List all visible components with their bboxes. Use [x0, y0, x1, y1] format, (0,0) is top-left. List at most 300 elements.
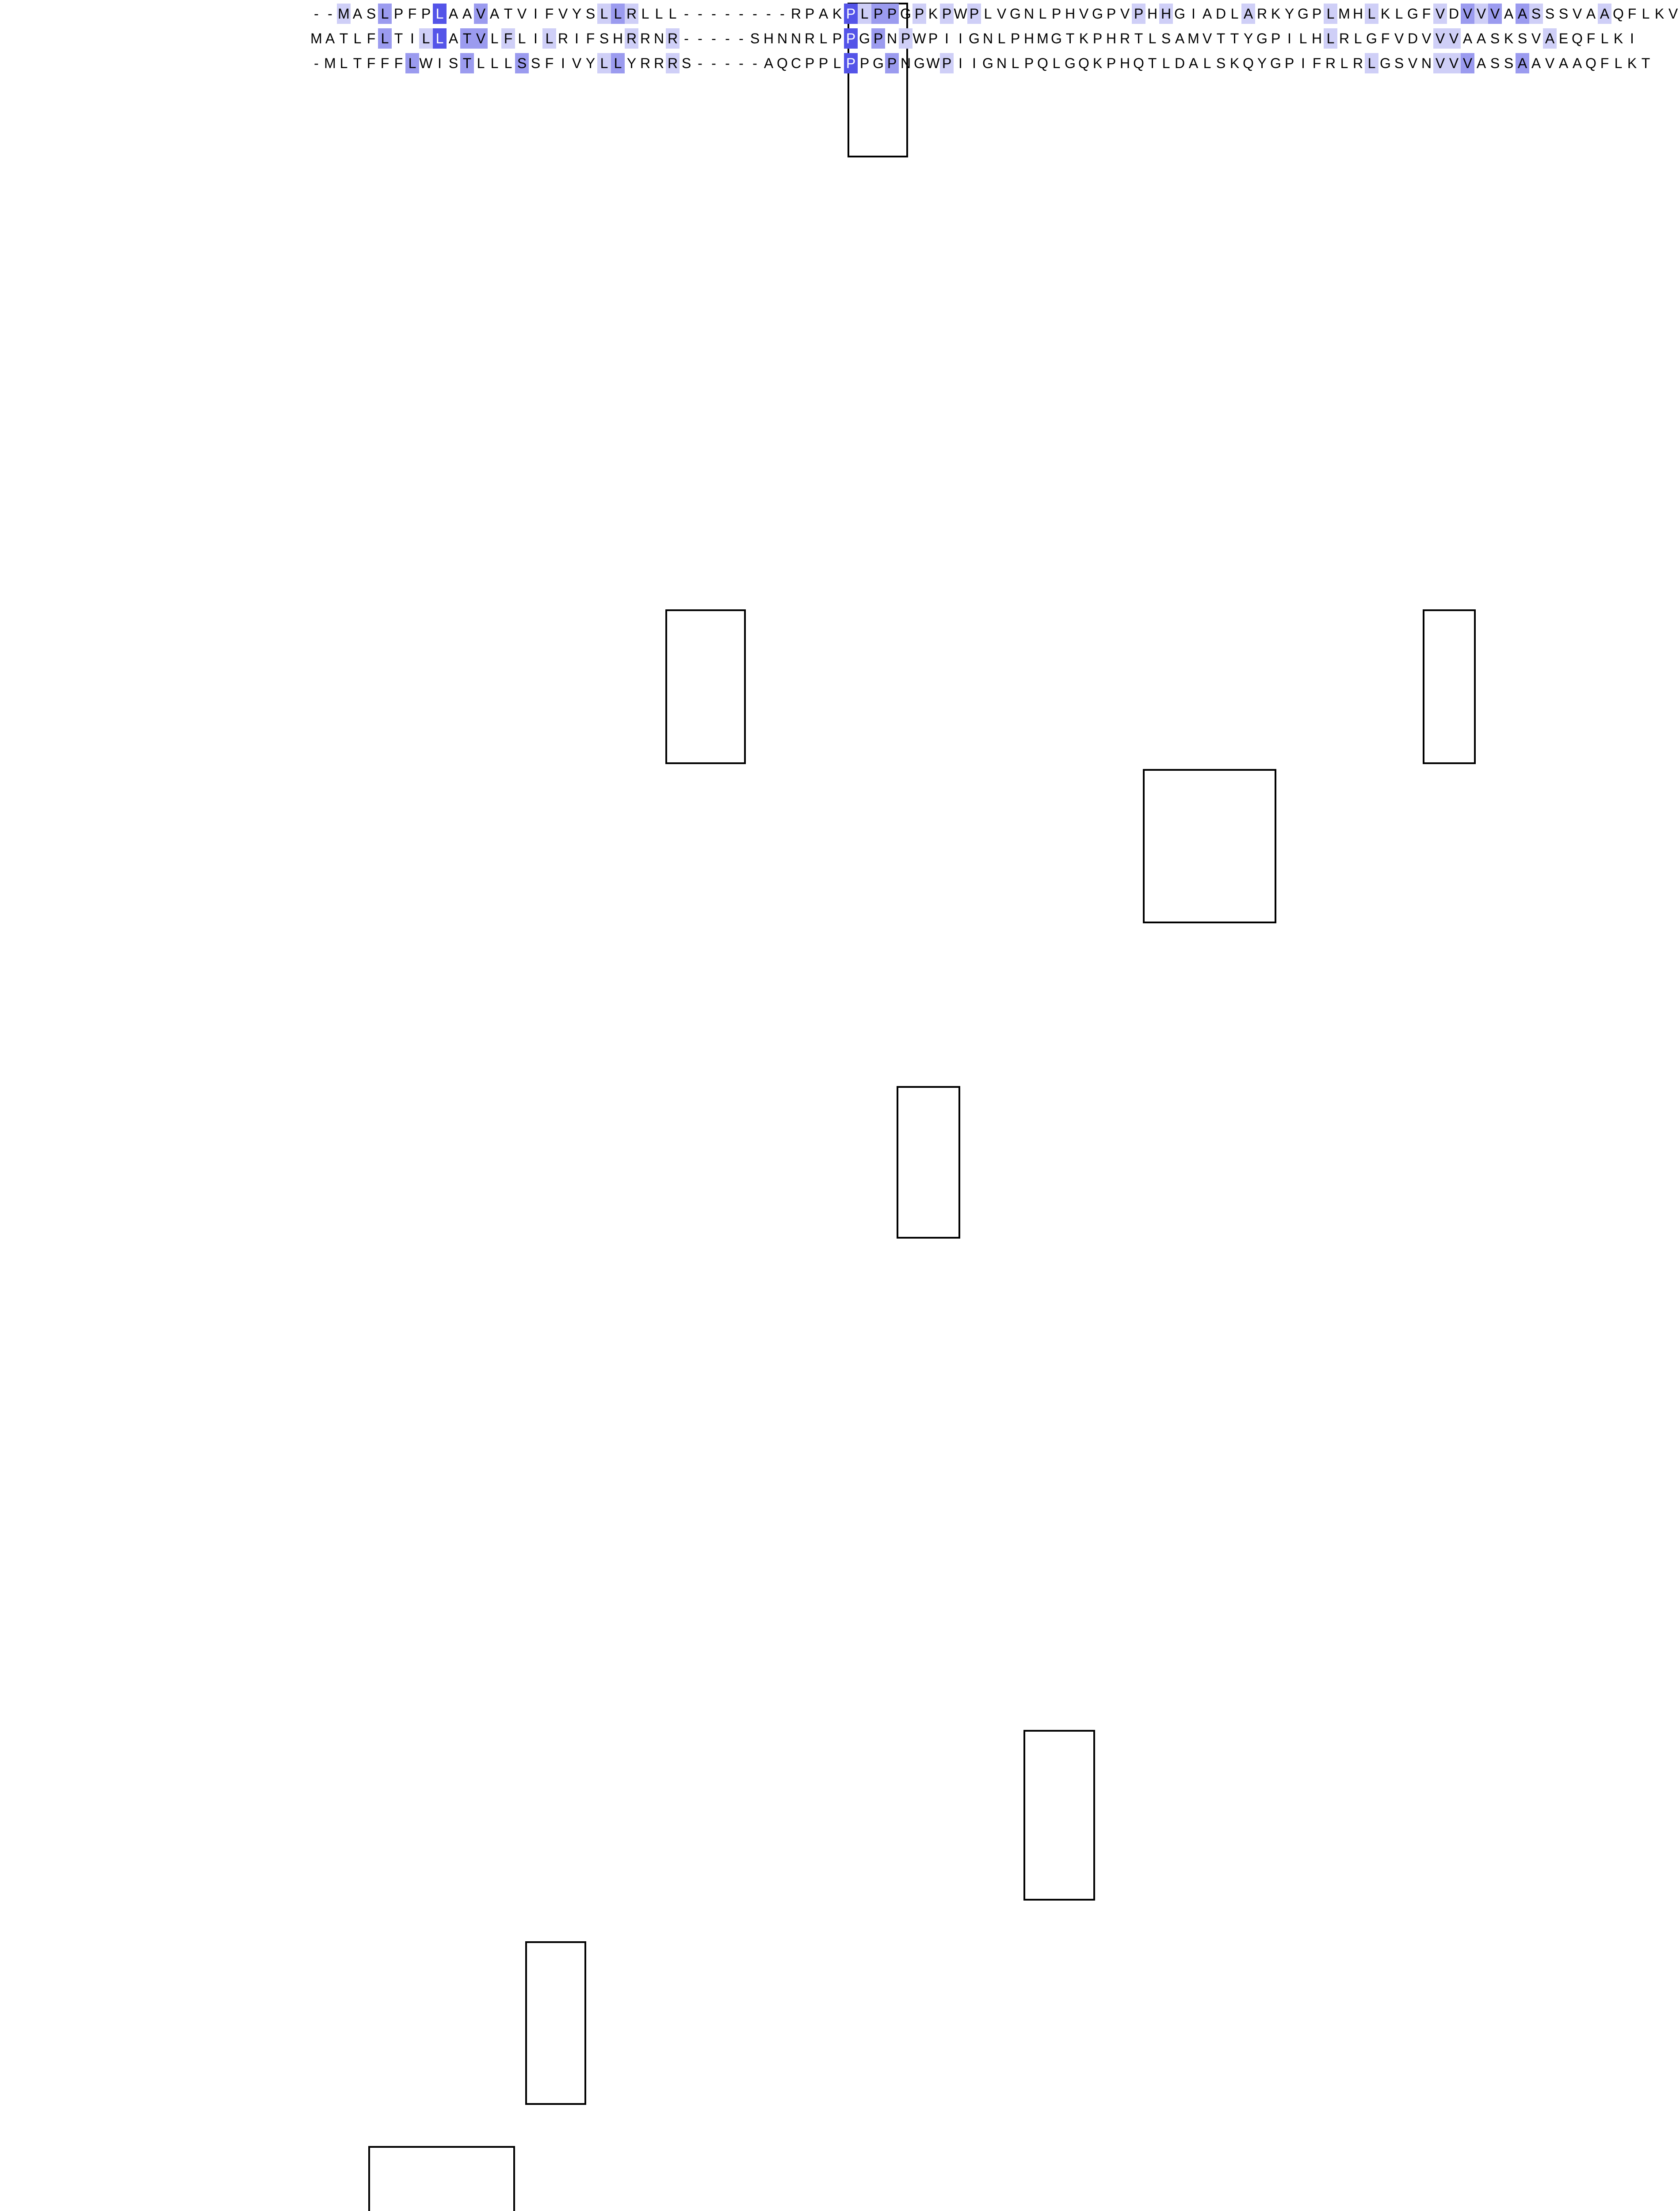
- residue: L: [433, 28, 447, 49]
- residue: W: [954, 6, 967, 22]
- residue: W: [913, 31, 926, 46]
- residue: I: [438, 55, 442, 71]
- residue: V: [997, 6, 1007, 22]
- residue: K: [1271, 6, 1281, 22]
- residue: G: [1051, 31, 1062, 46]
- residue: L: [353, 31, 362, 46]
- motif-box-I: [897, 1086, 960, 1239]
- residue: H: [1352, 6, 1363, 22]
- residue: S: [585, 6, 596, 22]
- residue: P: [393, 6, 404, 22]
- residue: P: [1312, 6, 1322, 22]
- residue: L: [611, 53, 625, 73]
- residue: H: [1106, 31, 1117, 46]
- residue: G: [982, 55, 993, 71]
- residue: L: [1354, 31, 1362, 46]
- residue: F: [1586, 31, 1596, 46]
- residue: P: [844, 4, 858, 24]
- motif-box-IV: [368, 2146, 515, 2211]
- residue: M: [337, 4, 351, 24]
- residue: L: [1299, 31, 1307, 46]
- residue: P: [967, 4, 981, 24]
- residue: T: [1216, 31, 1226, 46]
- residue: R: [653, 55, 664, 71]
- residue: V: [1202, 31, 1212, 46]
- residue: G: [900, 6, 911, 22]
- residue: L: [1162, 55, 1170, 71]
- motif-box-II: [1023, 1730, 1095, 1901]
- residue: S: [366, 6, 376, 22]
- residue: P: [805, 6, 815, 22]
- residue: L: [433, 4, 447, 24]
- residue: S: [750, 31, 760, 46]
- residue: A: [1462, 31, 1473, 46]
- residue: R: [666, 53, 680, 73]
- residue: P: [1024, 55, 1034, 71]
- residue: I: [1630, 31, 1634, 46]
- residue: L: [542, 28, 556, 49]
- residue: P: [859, 55, 870, 71]
- residue: V: [1433, 4, 1447, 24]
- residue: N: [653, 31, 664, 46]
- residue: S: [1504, 55, 1514, 71]
- sequence: [309, 53, 1653, 73]
- residue: M: [1187, 31, 1199, 46]
- residue: V: [474, 4, 488, 24]
- residue: Y: [585, 55, 596, 71]
- motif-box-IV: [1143, 769, 1276, 923]
- residue: -: [739, 6, 744, 22]
- residue: Y: [1243, 31, 1253, 46]
- residue: H: [1311, 31, 1322, 46]
- residue: -: [684, 31, 689, 46]
- residue: P: [885, 4, 899, 24]
- residue: R: [1119, 31, 1130, 46]
- residue: W: [926, 55, 940, 71]
- residue: R: [1256, 6, 1268, 22]
- residue: H: [1159, 4, 1173, 24]
- residue: Q: [1078, 55, 1089, 71]
- residue: R: [640, 55, 651, 71]
- residue: P: [928, 31, 938, 46]
- residue: R: [557, 31, 569, 46]
- residue: L: [1365, 4, 1378, 24]
- residue: N: [900, 55, 911, 71]
- residue: N: [790, 31, 802, 46]
- residue: L: [1052, 55, 1061, 71]
- residue: D: [1407, 31, 1418, 46]
- residue: P: [1010, 31, 1020, 46]
- residue: A: [818, 6, 829, 22]
- residue: F: [367, 55, 376, 71]
- residue: R: [1339, 31, 1350, 46]
- residue: H: [1147, 6, 1158, 22]
- residue: S: [1529, 4, 1543, 24]
- residue: L: [641, 6, 649, 22]
- residue: A: [1516, 4, 1529, 24]
- motif-box-III: [1423, 609, 1476, 764]
- residue: L: [1148, 31, 1157, 46]
- residue: Y: [626, 55, 637, 71]
- residue: P: [1106, 6, 1116, 22]
- residue: L: [858, 4, 871, 24]
- residue: K: [832, 6, 842, 22]
- residue: A: [1175, 31, 1185, 46]
- residue: L: [378, 28, 392, 49]
- residue: V: [1668, 6, 1678, 22]
- residue: F: [1381, 31, 1390, 46]
- residue: G: [1270, 55, 1281, 71]
- residue: F: [367, 31, 376, 46]
- residue: G: [1174, 6, 1185, 22]
- residue: P: [1284, 55, 1294, 71]
- residue: P: [1106, 55, 1116, 71]
- residue: V: [1433, 53, 1447, 73]
- residue: -: [739, 31, 744, 46]
- residue: Q: [777, 55, 788, 71]
- residue: P: [818, 55, 829, 71]
- residue: F: [380, 55, 389, 71]
- residue: P: [832, 31, 842, 46]
- residue: L: [1395, 6, 1403, 22]
- residue: L: [668, 6, 677, 22]
- residue: L: [1230, 6, 1239, 22]
- residue: A: [1598, 4, 1611, 24]
- residue: I: [534, 6, 538, 22]
- residue: V: [1433, 28, 1447, 49]
- residue: L: [1600, 31, 1609, 46]
- residue: G: [914, 55, 925, 71]
- residue: G: [1380, 55, 1391, 71]
- residue: T: [1134, 31, 1143, 46]
- residue: F: [501, 28, 515, 49]
- residue: H: [1023, 31, 1035, 46]
- residue: V: [1079, 6, 1089, 22]
- residue: V: [1461, 53, 1474, 73]
- residue: R: [1325, 55, 1336, 71]
- residue: F: [1627, 6, 1637, 22]
- residue: L: [518, 31, 526, 46]
- residue: L: [819, 31, 828, 46]
- residue: I: [958, 55, 962, 71]
- residue: P: [885, 53, 899, 73]
- residue: F: [1312, 55, 1321, 71]
- residue: F: [586, 31, 595, 46]
- residue: S: [1490, 55, 1500, 71]
- residue: H: [1065, 6, 1076, 22]
- residue: -: [711, 6, 716, 22]
- residue: L: [1365, 53, 1378, 73]
- residue: S: [1216, 55, 1226, 71]
- residue: R: [790, 6, 802, 22]
- residue: Q: [1613, 6, 1624, 22]
- residue: K: [1092, 55, 1103, 71]
- residue: -: [698, 55, 703, 71]
- residue: V: [474, 28, 488, 49]
- residue: -: [739, 55, 744, 71]
- residue: L: [833, 55, 841, 71]
- residue: A: [1476, 55, 1486, 71]
- residue: N: [1023, 6, 1035, 22]
- residue: G: [969, 31, 980, 46]
- residue: L: [490, 31, 499, 46]
- residue: H: [612, 31, 623, 46]
- residue: L: [340, 55, 348, 71]
- residue: A: [1202, 6, 1212, 22]
- residue: K: [1654, 6, 1665, 22]
- residue: T: [460, 53, 474, 73]
- residue: P: [1132, 4, 1145, 24]
- residue: Q: [1585, 55, 1596, 71]
- residue: S: [1490, 31, 1500, 46]
- residue: I: [1287, 31, 1291, 46]
- residue: G: [1366, 31, 1377, 46]
- residue: L: [1011, 55, 1019, 71]
- residue: A: [1516, 53, 1529, 73]
- residue: S: [681, 55, 691, 71]
- residue: I: [945, 31, 949, 46]
- residue: K: [1229, 55, 1240, 71]
- residue: V: [1120, 6, 1130, 22]
- residue: F: [1422, 6, 1431, 22]
- residue: T: [1230, 31, 1239, 46]
- residue: I: [1191, 6, 1195, 22]
- residue: A: [1586, 6, 1596, 22]
- residue: -: [752, 6, 757, 22]
- residue: V: [558, 6, 568, 22]
- motif-box-I: [848, 3, 908, 157]
- residue: G: [1092, 6, 1103, 22]
- residue: A: [448, 6, 458, 22]
- residue: Y: [1284, 6, 1294, 22]
- residue: P: [421, 6, 431, 22]
- residue: T: [339, 31, 348, 46]
- residue: P: [1271, 31, 1281, 46]
- residue: D: [1448, 6, 1459, 22]
- residue: S: [1161, 31, 1171, 46]
- residue: L: [419, 28, 433, 49]
- residue: F: [1600, 55, 1609, 71]
- residue: L: [1203, 55, 1211, 71]
- residue: D: [1215, 6, 1226, 22]
- residue: A: [1188, 55, 1199, 71]
- residue: R: [625, 4, 638, 24]
- motif-box-II: [665, 609, 746, 764]
- residue: L: [1340, 55, 1348, 71]
- residue: F: [394, 55, 403, 71]
- residue: G: [859, 31, 870, 46]
- residue: K: [928, 6, 938, 22]
- residue: D: [1174, 55, 1185, 71]
- residue: T: [353, 55, 362, 71]
- residue: S: [1394, 55, 1404, 71]
- residue: L: [504, 55, 512, 71]
- residue: -: [725, 6, 730, 22]
- residue: I: [972, 55, 976, 71]
- residue: T: [1065, 31, 1075, 46]
- residue: L: [611, 4, 625, 24]
- residue: I: [410, 31, 414, 46]
- residue: A: [1572, 55, 1582, 71]
- residue: P: [871, 4, 885, 24]
- sequence: [309, 4, 1680, 24]
- residue: R: [666, 28, 680, 49]
- residue: V: [1531, 31, 1541, 46]
- residue: M: [1338, 6, 1350, 22]
- residue: Y: [1257, 55, 1267, 71]
- residue: P: [913, 4, 926, 24]
- residue: S: [448, 55, 458, 71]
- residue: L: [997, 31, 1006, 46]
- residue: M: [1037, 31, 1049, 46]
- residue: N: [886, 31, 897, 46]
- residue: -: [698, 31, 703, 46]
- residue: L: [477, 55, 485, 71]
- residue: A: [462, 6, 472, 22]
- residue: I: [1301, 55, 1305, 71]
- residue: V: [1461, 4, 1474, 24]
- residue: F: [545, 6, 554, 22]
- residue: V: [1572, 6, 1582, 22]
- residue: K: [1380, 6, 1390, 22]
- residue: L: [1324, 4, 1337, 24]
- residue: P: [844, 53, 858, 73]
- residue: L: [1614, 55, 1623, 71]
- residue: F: [545, 55, 554, 71]
- residue: K: [1079, 31, 1089, 46]
- residue: V: [1421, 31, 1432, 46]
- residue: S: [1545, 6, 1555, 22]
- residue: L: [597, 53, 611, 73]
- residue: A: [1476, 31, 1486, 46]
- residue: -: [684, 6, 689, 22]
- residue: N: [982, 31, 993, 46]
- residue: A: [489, 6, 500, 22]
- residue: C: [790, 55, 802, 71]
- residue: L: [1642, 6, 1650, 22]
- residue: R: [804, 31, 815, 46]
- residue: V: [1394, 31, 1404, 46]
- residue: G: [1256, 31, 1268, 46]
- residue: Q: [1572, 31, 1583, 46]
- residue: M: [324, 55, 336, 71]
- residue: A: [325, 31, 335, 46]
- residue: S: [599, 31, 609, 46]
- residue: L: [655, 6, 663, 22]
- residue: G: [1065, 55, 1076, 71]
- residue: H: [1119, 55, 1130, 71]
- residue: A: [448, 31, 458, 46]
- residue: L: [984, 6, 992, 22]
- residue: I: [575, 31, 579, 46]
- residue: V: [1488, 4, 1502, 24]
- residue: E: [1558, 31, 1569, 46]
- residue: I: [534, 31, 538, 46]
- residue: I: [561, 55, 565, 71]
- residue: R: [625, 28, 638, 49]
- residue: V: [1545, 55, 1555, 71]
- residue: N: [777, 31, 788, 46]
- residue: N: [996, 55, 1007, 71]
- residue: P: [871, 28, 885, 49]
- residue: -: [328, 6, 332, 22]
- residue: S: [531, 55, 541, 71]
- residue: V: [1474, 4, 1488, 24]
- residue: Q: [1243, 55, 1254, 71]
- residue: T: [504, 6, 513, 22]
- residue: -: [780, 6, 785, 22]
- residue: G: [1010, 6, 1021, 22]
- residue: K: [1627, 55, 1637, 71]
- residue: A: [1558, 55, 1569, 71]
- residue: T: [1148, 55, 1157, 71]
- residue: L: [405, 53, 419, 73]
- residue: Q: [1133, 55, 1144, 71]
- residue: P: [899, 28, 913, 49]
- residue: P: [1092, 31, 1103, 46]
- residue: A: [1543, 28, 1557, 49]
- residue: S: [515, 53, 529, 73]
- residue: -: [725, 31, 730, 46]
- residue: L: [1039, 6, 1047, 22]
- residue: G: [1407, 6, 1418, 22]
- residue: T: [394, 31, 403, 46]
- residue: -: [766, 6, 771, 22]
- residue: M: [310, 31, 322, 46]
- residue: Q: [1037, 55, 1048, 71]
- residue: -: [314, 6, 319, 22]
- residue: N: [1421, 55, 1432, 71]
- residue: V: [517, 6, 527, 22]
- residue: L: [490, 55, 499, 71]
- residue: -: [711, 55, 716, 71]
- residue: V: [1447, 28, 1461, 49]
- residue: P: [805, 55, 815, 71]
- residue: G: [1298, 6, 1309, 22]
- residue: V: [1408, 55, 1418, 71]
- residue: A: [352, 6, 363, 22]
- residue: -: [314, 55, 319, 71]
- residue: L: [1324, 28, 1337, 49]
- residue: L: [597, 4, 611, 24]
- residue: K: [1613, 31, 1623, 46]
- residue: P: [940, 53, 954, 73]
- residue: -: [725, 55, 730, 71]
- residue: H: [763, 31, 774, 46]
- residue: V: [572, 55, 582, 71]
- residue: R: [1352, 55, 1363, 71]
- residue: W: [419, 55, 433, 71]
- residue: -: [752, 55, 757, 71]
- residue: A: [1504, 6, 1514, 22]
- residue: G: [873, 55, 884, 71]
- residue: P: [940, 4, 954, 24]
- residue: S: [1558, 6, 1569, 22]
- residue: Y: [572, 6, 582, 22]
- residue: -: [698, 6, 703, 22]
- residue: A: [1531, 55, 1541, 71]
- residue: F: [408, 6, 417, 22]
- residue: A: [1241, 4, 1255, 24]
- residue: -: [711, 31, 716, 46]
- residue: I: [958, 31, 962, 46]
- residue: V: [1447, 53, 1461, 73]
- residue: A: [764, 55, 774, 71]
- residue: P: [1051, 6, 1061, 22]
- residue: R: [640, 31, 651, 46]
- residue: T: [1641, 55, 1650, 71]
- residue: L: [378, 4, 392, 24]
